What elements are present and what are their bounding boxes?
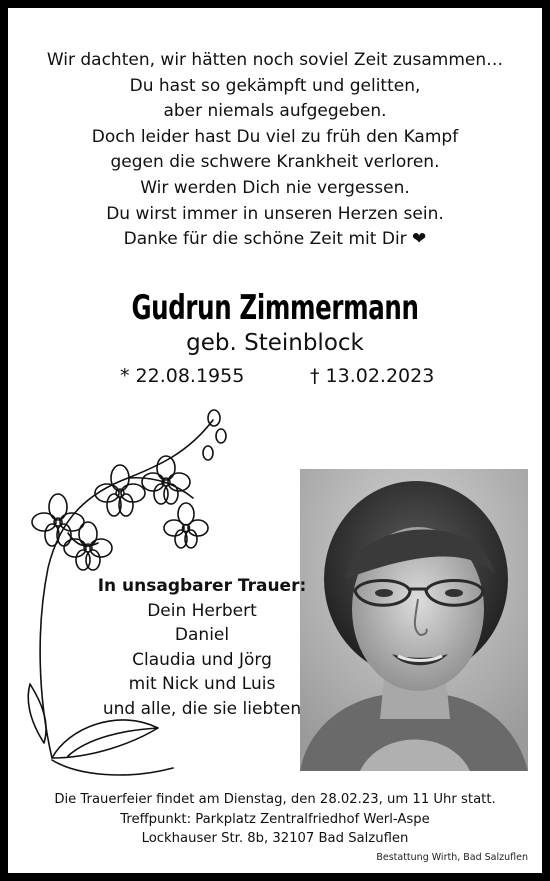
mourner-name: mit Nick und Luis xyxy=(128,674,276,695)
funeral-details xyxy=(8,790,542,849)
mourner-name: Dein Herbert xyxy=(147,600,257,621)
funeral-line: Die Trauerfeier findet am Dienstag, den 28.02.23, um 11 Uhr statt. xyxy=(54,792,496,807)
poem-line: Wir werden Dich nie vergessen. xyxy=(140,177,410,198)
mourner-name: Claudia und Jörg xyxy=(132,649,272,670)
poem-line: aber niemals aufgegeben. xyxy=(163,101,387,122)
poem-line: Danke für die schöne Zeit mit Dir ❤ xyxy=(123,229,427,250)
deceased-name: Gudrun Zimmermann xyxy=(131,288,419,328)
portrait-photo xyxy=(300,469,528,771)
birth-date: * 22.08.1955 xyxy=(120,365,245,387)
obituary-card xyxy=(8,8,542,873)
mourners-block xyxy=(86,574,318,722)
mourners-heading: In unsagbarer Trauer: xyxy=(97,576,307,596)
poem-line: Du wirst immer in unseren Herzen sein. xyxy=(106,203,444,224)
death-date: † 13.02.2023 xyxy=(310,365,435,387)
mourner-name: Daniel xyxy=(174,625,230,646)
funeral-line: Treffpunkt: Parkplatz Zentralfriedhof Werl-Aspe xyxy=(120,811,430,827)
poem xyxy=(8,48,542,253)
poem-line: Du hast so gekämpft und gelitten, xyxy=(129,75,421,96)
poem-line: Wir dachten, wir hätten noch soviel Zeit zusammen… xyxy=(46,50,504,70)
undertaker-credit: Bestattung Wirth, Bad Salzuflen xyxy=(376,852,528,863)
maiden-name: geb. Steinblock xyxy=(186,330,364,356)
funeral-line: Lockhauser Str. 8b, 32107 Bad Salzuflen xyxy=(141,831,409,846)
poem-line: Doch leider hast Du viel zu früh den Kampf xyxy=(91,126,459,147)
poem-line: gegen die schwere Krankheit verloren. xyxy=(110,152,440,173)
mourner-name: und alle, die sie liebten xyxy=(102,698,302,719)
